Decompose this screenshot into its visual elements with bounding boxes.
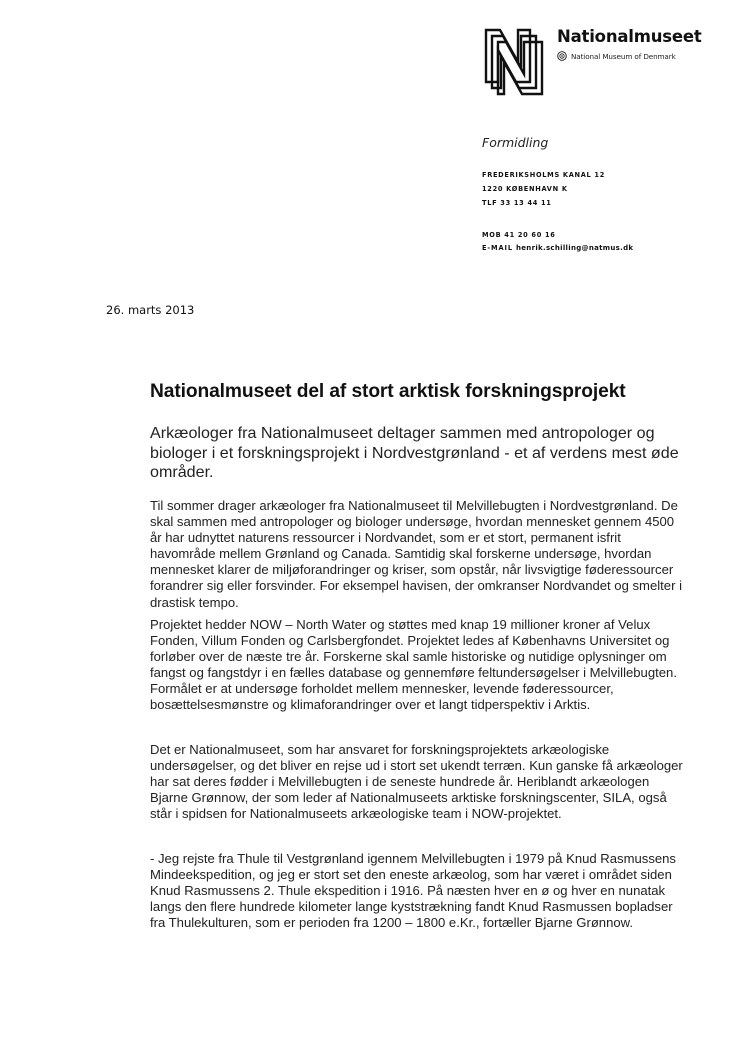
email-link[interactable]: henrik.schilling@natmus.dk [515,244,634,252]
address-line-1: FREDERIKSHOLMS KANAL 12 [482,171,605,179]
department: Formidling [482,135,549,150]
document-date: 26. marts 2013 [106,303,195,317]
org-name: Nationalmuseet [557,27,702,46]
body-paragraph: Projektet hedder NOW – North Water og støttes med knap 19 millioner kroner af Velux Fonden, Villum Fonden og Carlsbergfondet. Projektet ledes af Københavns Universitet og forløber over de næste tre år. Forskerne skal samle historiske og nutidige oplysninger om fangst og fangstdyr i en fælles database og gennemføre feltundersøgelser i Melvillebugten. Formålet er at undersøge forholdet mellem mennesker, levende føderessourcer, bosættelsesmønstre og klimaforandringer over et langt tidperspektiv i Arktis. [150,617,677,713]
address-line-2: 1220 KØBENHAVN K [482,185,568,193]
body-paragraph: - Jeg rejste fra Thule til Vestgrønland igennem Melvillebugten i 1979 på Knud Rasmussens Mindeekspedition, og jeg er stort set den eneste arkæolog, som har været i området siden Knud Rasmussens 2. Thule ekspedition i 1916. På næsten hver en ø og hver en nunatak langs den flere hundrede kilometer lange kyststrækning fandt Knud Rasmussen bopladser fra Thulekulturen, som er perioden fra 1200 – 1800 e.Kr., fortæller Bjarne Grønnow. [150,851,676,931]
org-subtitle-text: National Museum of Denmark [571,51,676,61]
email-label: E-MAIL [482,244,513,252]
lead-paragraph: Arkæologer fra Nationalmuseet deltager sammen med antropologer og biologer i et forskningsprojekt i Nordvestgrønland - et af verdens mest øde områder. [150,424,679,482]
mobile: MOB 41 20 60 16 [482,231,556,239]
crown-seal-icon [557,51,567,61]
body-paragraph: Det er Nationalmuseet, som har ansvaret for forskningsprojektets arkæologiske undersøgelser, og det bliver en rejse ud i stort set ukendt terræn. Kun ganske få arkæologer har sat deres fødder i Melvillebugten i de seneste hundrede år. Heriblandt arkæologen Bjarne Grønnow, der som leder af Nationalmuseets arktiske forskningscenter, SILA, også står i spidsen for Nationalmuseets arkæologiske team i NOW-projektet. [150,742,683,822]
headline: Nationalmuseet del af stort arktisk forskningsprojekt [150,381,626,402]
body-paragraph: Til sommer drager arkæologer fra Nationalmuseet til Melvillebugten i Nordvestgrønland. De skal sammen med antropologer og biologer undersøge, hvordan mennesket gennem 4500 år har udnyttet naturens ressourcer i Nordvandet, som er et stort, permanent isfrit havområde mellem Grønland og Canada. Samtidig skal forskerne undersøge, hvordan mennesket klarer de miljøforandringer og kriser, som opstår, når livsvigtige føderessourcer forandrer sig eller forsvinder. For eksempel havisen, der omkranser Nordvandet og smelter i drastisk tempo. [150,498,682,610]
email-row [482,244,633,252]
phone: TLF 33 13 44 11 [482,199,552,207]
nationalmuseet-logo-icon [484,28,548,96]
org-subtitle [557,51,676,61]
